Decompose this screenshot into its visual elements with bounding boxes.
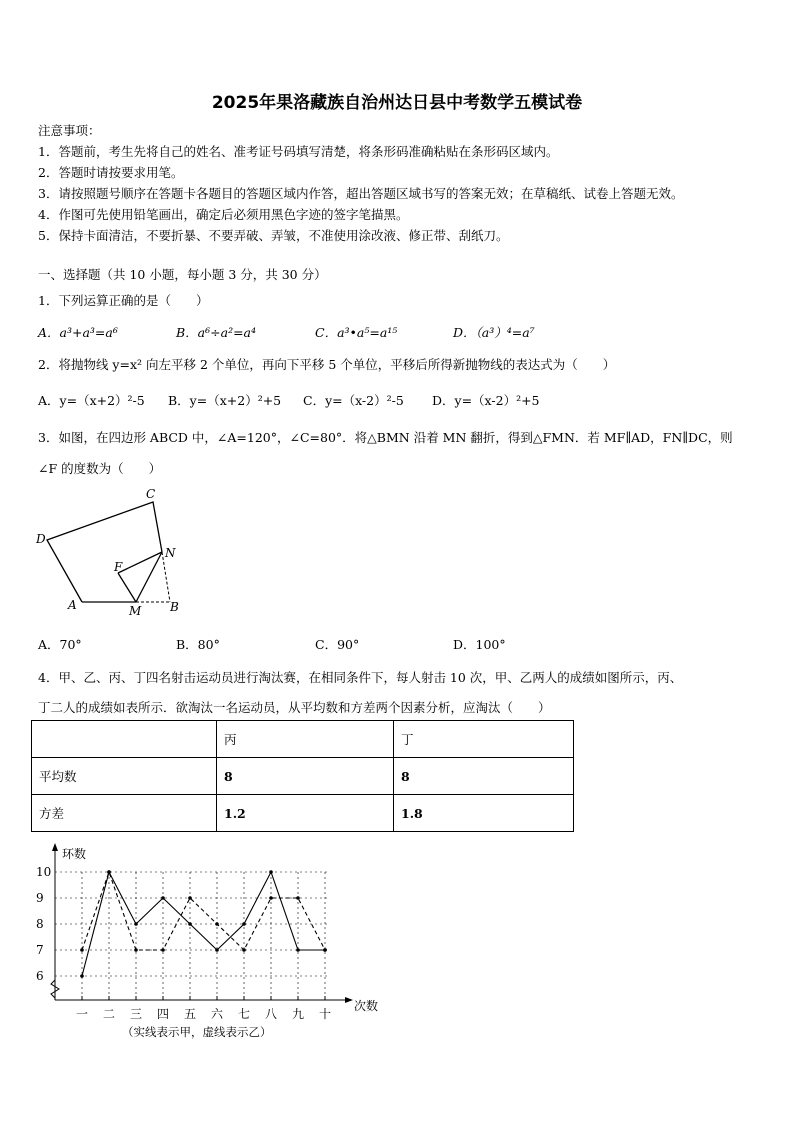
table-cell: 1.2 <box>217 795 394 832</box>
data-point <box>296 896 300 900</box>
q3-option-d[interactable]: D．100° <box>453 637 506 652</box>
data-point <box>242 948 246 952</box>
q1-stem: 1．下列运算正确的是（ ） <box>38 293 209 308</box>
notice-item: 2．答题时请按要求用笔。 <box>38 165 184 180</box>
q3-option-b[interactable]: B．80° <box>176 637 220 652</box>
data-point <box>242 922 246 926</box>
q4-stem: 4．甲、乙、丙、丁四名射击运动员进行淘汰赛，在相同条件下，每人射击 10 次，甲、乙两人的成绩如图所示，丙、 <box>38 670 683 685</box>
data-point <box>134 922 138 926</box>
table-cell: 1.8 <box>394 795 574 832</box>
data-point <box>80 948 84 952</box>
x-tick-label: 二 <box>103 1007 116 1021</box>
q3-stem-cont: ∠F 的度数为（ ） <box>38 461 162 476</box>
table-cell: 平均数 <box>32 758 217 795</box>
notice-item: 5．保持卡面清洁，不要折暴、不要弄破、弄皱，不准使用涂改液、修正带、刮纸刀。 <box>38 228 509 243</box>
q2-option-b[interactable]: B．y=（x+2）²+5 <box>168 393 282 408</box>
notice-item: 4．作图可先使用铅笔画出，确定后必须用黑色字迹的签字笔描黑。 <box>38 207 409 222</box>
q1-option-d[interactable]: D．（a³）⁴=a⁷ <box>453 325 535 340</box>
q1-option-a[interactable]: A．a³+a³=a⁶ <box>38 325 118 340</box>
label-m: M <box>129 604 142 618</box>
table-header-cell <box>32 721 217 758</box>
table-cell: 方差 <box>32 795 217 832</box>
data-point <box>188 922 192 926</box>
fold-line-mn <box>136 552 162 602</box>
page-title: 2025年果洛藏族自治州达日县中考数学五模试卷 <box>211 93 583 113</box>
quad-side <box>47 502 162 602</box>
x-tick-label: 三 <box>130 1007 143 1021</box>
table-row <box>32 795 574 832</box>
label-f: F <box>114 560 123 574</box>
data-point <box>323 948 327 952</box>
y-axis-label: 环数 <box>62 847 87 861</box>
notice-item: 1．答题前，考生先将自己的姓名、准考证号码填写清楚，将条形码准确粘贴在条形码区域内。 <box>38 144 559 159</box>
data-point <box>161 948 165 952</box>
x-tick-label: 十 <box>319 1007 332 1021</box>
data-point <box>107 870 111 874</box>
data-point <box>188 896 192 900</box>
q3-option-c[interactable]: C．90° <box>315 637 360 652</box>
label-b: B <box>170 600 179 614</box>
data-point <box>80 974 84 978</box>
table-cell: 8 <box>217 758 394 795</box>
series-line-yi <box>82 872 325 950</box>
q3-figure <box>30 482 200 622</box>
q4-line-chart <box>30 840 390 1045</box>
table-row <box>32 721 574 758</box>
data-point <box>215 922 219 926</box>
q2-option-a[interactable]: A．y=（x+2）²-5 <box>38 393 145 408</box>
data-point <box>269 896 273 900</box>
q3-stem: 3．如图，在四边形 ABCD 中，∠A=120°，∠C=80°．将△BMN 沿着 MN 翻折，得到△FMN．若 MF∥AD，FN∥DC，则 <box>38 430 733 445</box>
y-tick-label: 9 <box>36 891 44 905</box>
q1-option-c[interactable]: C．a³•a⁵=a¹⁵ <box>315 325 398 340</box>
label-d: D <box>36 532 46 546</box>
x-tick-label: 四 <box>157 1007 170 1021</box>
label-a: A <box>68 598 77 612</box>
x-tick-label: 一 <box>76 1007 89 1021</box>
data-point <box>134 948 138 952</box>
notice-heading: 注意事项： <box>38 123 101 138</box>
segment-fn <box>118 552 162 573</box>
notice-item: 3．请按照题号顺序在答题卡各题目的答题区域内作答，超出答题区域书写的答案无效；在草稿纸、试卷上答题无效。 <box>38 186 684 201</box>
data-point <box>215 948 219 952</box>
section-heading: 一、选择题（共 10 小题，每小题 3 分，共 30 分） <box>38 267 327 282</box>
q2-stem: 2．将抛物线 y=x² 向左平移 2 个单位，再向下平移 5 个单位，平移后所得新抛物线的表达式为（ ） <box>38 357 616 372</box>
series-line-jia <box>82 872 325 976</box>
y-tick-label: 6 <box>36 969 44 983</box>
label-n: N <box>165 546 176 560</box>
x-tick-label: 七 <box>238 1007 251 1021</box>
table-row <box>32 758 574 795</box>
y-tick-label: 7 <box>36 943 44 957</box>
x-tick-label: 九 <box>292 1007 305 1021</box>
table-header-cell: 丁 <box>394 721 574 758</box>
x-axis-label: 次数 <box>354 999 379 1013</box>
q2-option-c[interactable]: C．y=（x-2）²-5 <box>303 393 404 408</box>
table-cell: 8 <box>394 758 574 795</box>
q4-stem-cont: 丁二人的成绩如表所示．欲淘汰一名运动员，从平均数和方差两个因素分析，应淘汰（ ） <box>38 700 551 715</box>
q4-table <box>31 720 574 832</box>
x-tick-label: 五 <box>184 1007 197 1021</box>
q3-option-a[interactable]: A．70° <box>38 637 82 652</box>
x-tick-label: 六 <box>211 1007 224 1021</box>
chart-caption: （实线表示甲，虚线表示乙） <box>122 1025 272 1039</box>
table-header-cell: 丙 <box>217 721 394 758</box>
y-axis-arrow <box>52 843 58 851</box>
label-c: C <box>146 487 156 501</box>
q2-option-d[interactable]: D．y=（x-2）²+5 <box>432 393 540 408</box>
data-point <box>161 896 165 900</box>
segment-fm <box>118 573 136 602</box>
x-axis-arrow <box>345 997 353 1003</box>
x-tick-label: 八 <box>265 1007 278 1021</box>
data-point <box>269 870 273 874</box>
y-tick-label: 8 <box>36 917 44 931</box>
y-tick-label: 10 <box>36 865 52 879</box>
data-point <box>296 948 300 952</box>
q1-option-b[interactable]: B．a⁶÷a²=a⁴ <box>176 325 257 340</box>
